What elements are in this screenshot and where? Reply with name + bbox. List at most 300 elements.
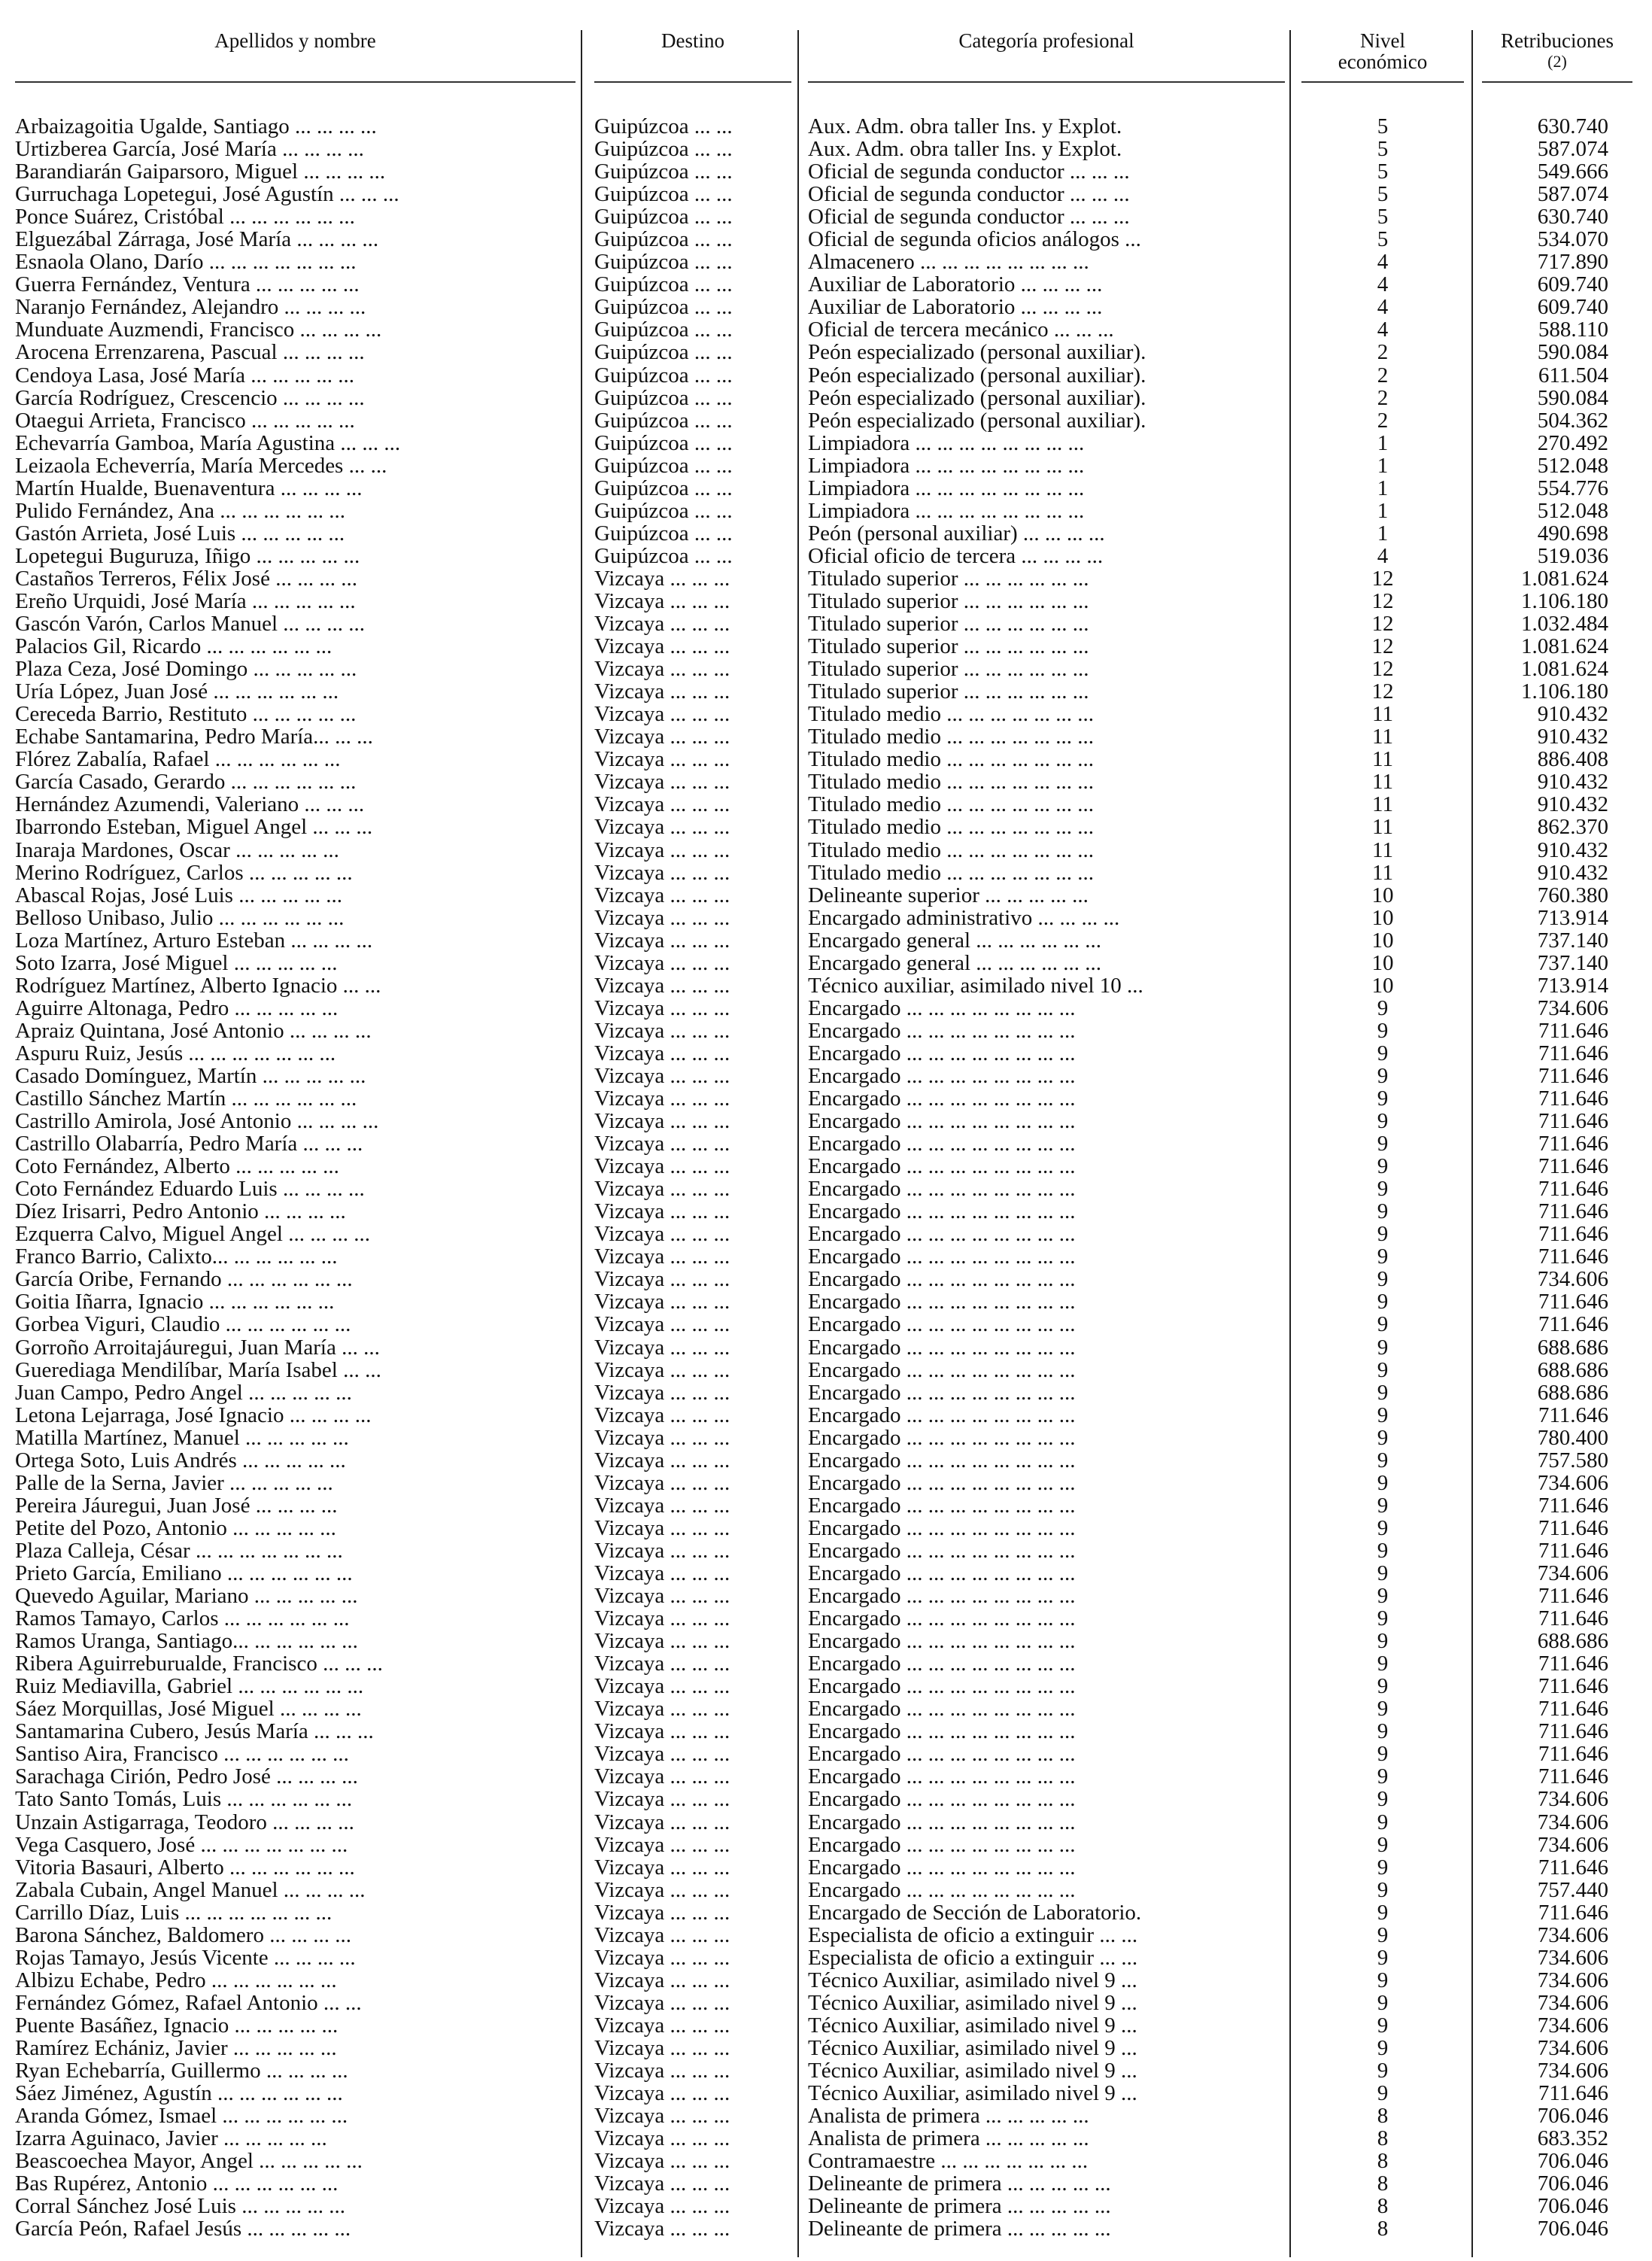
cell-name: Bas Rupérez, Antonio ... ... ... ... ... ... — [15, 2172, 339, 2196]
table-row — [0, 1517, 1652, 1539]
cell-name: Aranda Gómez, Ismael ... ... ... ... ... ... — [15, 2104, 348, 2128]
cell-destino: Vizcaya ... ... ... — [594, 1223, 730, 1246]
cell-destino: Vizcaya ... ... ... — [594, 2104, 730, 2128]
table-row — [0, 545, 1652, 567]
cell-retribuciones: 609.740 — [1537, 296, 1608, 319]
cell-destino: Vizcaya ... ... ... — [594, 1019, 730, 1042]
cell-retribuciones: 588.110 — [1538, 318, 1608, 342]
cell-name: Ezquerra Calvo, Miguel Angel ... ... ... ... — [15, 1223, 370, 1246]
cell-retribuciones: 734.606 — [1537, 1788, 1608, 1811]
cell-name: Arocena Errenzarena, Pascual ... ... ... ... — [15, 341, 365, 364]
cell-destino: Vizcaya ... ... ... — [594, 703, 730, 726]
cell-destino: Vizcaya ... ... ... — [594, 770, 730, 794]
cell-categoria: Titulado medio ... ... ... ... ... ... ... — [808, 703, 1094, 726]
cell-nivel: 9 — [1377, 1810, 1389, 1834]
cell-categoria: Delineante superior ... ... ... ... ... — [808, 883, 1089, 907]
cell-name: Guerediaga Mendilíbar, María Isabel ... ... — [15, 1358, 381, 1381]
cell-destino: Vizcaya ... ... ... — [594, 2036, 730, 2059]
cell-name: Fernández Gómez, Rafael Antonio ... ... — [15, 1991, 362, 2014]
cell-destino: Vizcaya ... ... ... — [594, 748, 730, 771]
table-row — [0, 477, 1652, 500]
table-row — [0, 567, 1652, 590]
cell-retribuciones: 706.046 — [1537, 2104, 1608, 2128]
cell-retribuciones: 734.606 — [1537, 1968, 1608, 1992]
table-row — [0, 1110, 1652, 1132]
cell-nivel: 1 — [1377, 431, 1389, 454]
cell-retribuciones: 512.048 — [1537, 454, 1608, 477]
cell-nivel: 4 — [1377, 544, 1389, 567]
cell-retribuciones: 711.646 — [1538, 1585, 1608, 1608]
cell-name: García Rodríguez, Crescencio ... ... ... ... — [15, 386, 365, 409]
cell-destino: Vizcaya ... ... ... — [594, 1697, 730, 1721]
cell-name: Gastón Arrieta, José Luis ... ... ... ... ... — [15, 521, 345, 545]
cell-name: Elguezábal Zárraga, José María ... ... ... ... — [15, 228, 379, 251]
cell-nivel: 9 — [1377, 1833, 1389, 1856]
cell-name: Abascal Rojas, José Luis ... ... ... ... ... — [15, 883, 342, 907]
cell-nivel: 12 — [1371, 680, 1394, 704]
cell-name: Prieto García, Emiliano ... ... ... ... ... ... — [15, 1562, 353, 1585]
cell-categoria: Encargado ... ... ... ... ... ... ... ... — [808, 1245, 1076, 1269]
cell-name: Ramos Uranga, Santiago... ... ... ... ... ... — [15, 1630, 358, 1653]
cell-retribuciones: 706.046 — [1537, 2150, 1608, 2173]
cell-nivel: 11 — [1372, 793, 1393, 816]
cell-categoria: Encargado ... ... ... ... ... ... ... ... — [808, 1178, 1076, 1201]
cell-nivel: 5 — [1377, 115, 1389, 138]
cell-name: Santamarina Cubero, Jesús María ... ... ... — [15, 1720, 374, 1743]
cell-name: Beascoechea Mayor, Angel ... ... ... ... ... — [15, 2150, 363, 2173]
cell-retribuciones: 910.432 — [1537, 838, 1608, 862]
cell-destino: Vizcaya ... ... ... — [594, 1494, 730, 1517]
cell-retribuciones: 910.432 — [1537, 793, 1608, 816]
cell-categoria: Titulado medio ... ... ... ... ... ... ... — [808, 861, 1094, 884]
cell-name: Aguirre Altonaga, Pedro ... ... ... ... ... — [15, 996, 339, 1020]
cell-nivel: 9 — [1377, 1313, 1389, 1336]
cell-retribuciones: 590.084 — [1537, 386, 1608, 409]
cell-name: Barona Sánchez, Baldomero ... ... ... ... — [15, 1923, 351, 1946]
table-row — [0, 1427, 1652, 1449]
table-row — [0, 296, 1652, 318]
cell-retribuciones: 711.646 — [1538, 1516, 1608, 1539]
cell-retribuciones: 609.740 — [1537, 273, 1608, 296]
cell-name: Gorbea Viguri, Claudio ... ... ... ... ... ... — [15, 1313, 351, 1336]
cell-nivel: 9 — [1377, 1290, 1389, 1314]
cell-destino: Vizcaya ... ... ... — [594, 928, 730, 952]
cell-categoria: Titulado superior ... ... ... ... ... ... — [808, 658, 1089, 681]
table-row — [0, 409, 1652, 432]
cell-destino: Guipúzcoa ... ... — [594, 363, 733, 387]
cell-destino: Guipúzcoa ... ... — [594, 409, 733, 432]
table-row — [0, 1065, 1652, 1087]
cell-name: Tato Santo Tomás, Luis ... ... ... ... ... ... — [15, 1788, 353, 1811]
cell-retribuciones: 757.580 — [1537, 1448, 1608, 1472]
cell-retribuciones: 711.646 — [1538, 1041, 1608, 1065]
cell-destino: Guipúzcoa ... ... — [594, 318, 733, 342]
cell-retribuciones: 711.646 — [1538, 1901, 1608, 1924]
cell-name: Ramos Tamayo, Carlos ... ... ... ... ... ... — [15, 1607, 350, 1630]
cell-destino: Vizcaya ... ... ... — [594, 1562, 730, 1585]
cell-retribuciones: 734.606 — [1537, 1268, 1608, 1291]
table-row — [0, 454, 1652, 477]
table-row — [0, 251, 1652, 273]
cell-nivel: 4 — [1377, 273, 1389, 296]
cell-destino: Vizcaya ... ... ... — [594, 1539, 730, 1562]
cell-name: García Casado, Gerardo ... ... ... ... ... ... — [15, 770, 357, 794]
cell-name: Palle de la Serna, Javier ... ... ... ... ... — [15, 1471, 333, 1494]
cell-retribuciones: 554.776 — [1537, 476, 1608, 500]
table-row — [0, 318, 1652, 341]
cell-nivel: 8 — [1377, 2195, 1389, 2218]
cell-categoria: Titulado superior ... ... ... ... ... ... — [808, 589, 1089, 612]
cell-destino: Guipúzcoa ... ... — [594, 454, 733, 477]
cell-name: Hernández Azumendi, Valeriano ... ... ... — [15, 793, 365, 816]
cell-categoria: Titulado superior ... ... ... ... ... ... — [808, 612, 1089, 636]
table-row — [0, 1223, 1652, 1245]
cell-nivel: 11 — [1372, 748, 1393, 771]
table-row — [0, 703, 1652, 725]
header-rule-destino — [594, 81, 791, 83]
cell-name: Franco Barrio, Calixto... ... ... ... ... ... — [15, 1245, 338, 1269]
cell-destino: Guipúzcoa ... ... — [594, 115, 733, 138]
table-row — [0, 1901, 1652, 1924]
cell-name: Quevedo Aguilar, Mariano ... ... ... ... ... — [15, 1585, 358, 1608]
table-row — [0, 1562, 1652, 1585]
cell-nivel: 9 — [1377, 996, 1389, 1020]
cell-nivel: 9 — [1377, 1855, 1389, 1879]
cell-categoria: Encargado ... ... ... ... ... ... ... ... — [808, 1132, 1076, 1156]
cell-destino: Vizcaya ... ... ... — [594, 1878, 730, 1901]
cell-categoria: Encargado ... ... ... ... ... ... ... ... — [808, 1358, 1076, 1381]
table-row — [0, 839, 1652, 862]
cell-nivel: 9 — [1377, 1178, 1389, 1201]
cell-name: Apraiz Quintana, José Antonio ... ... ... ... — [15, 1019, 372, 1042]
table-row — [0, 1245, 1652, 1268]
cell-retribuciones: 711.646 — [1538, 1087, 1608, 1111]
cell-nivel: 10 — [1371, 906, 1394, 929]
cell-retribuciones: 519.036 — [1537, 544, 1608, 567]
table-row — [0, 2150, 1652, 2172]
cell-retribuciones: 760.380 — [1537, 883, 1608, 907]
cell-name: Inaraja Mardones, Oscar ... ... ... ... ... — [15, 838, 339, 862]
cell-retribuciones: 711.646 — [1538, 1494, 1608, 1517]
cell-name: Castrillo Amirola, José Antonio ... ... ... ... — [15, 1110, 379, 1133]
table-row — [0, 1290, 1652, 1313]
cell-name: Echevarría Gamboa, María Agustina ... ... ... — [15, 431, 401, 454]
cell-name: Gascón Varón, Carlos Manuel ... ... ... ... — [15, 612, 366, 636]
cell-categoria: Titulado medio ... ... ... ... ... ... ... — [808, 793, 1094, 816]
cell-nivel: 2 — [1377, 363, 1389, 387]
cell-categoria: Encargado ... ... ... ... ... ... ... ... — [808, 1336, 1076, 1359]
cell-destino: Guipúzcoa ... ... — [594, 499, 733, 522]
cell-categoria: Encargado ... ... ... ... ... ... ... ... — [808, 1110, 1076, 1133]
cell-retribuciones: 910.432 — [1537, 703, 1608, 726]
cell-nivel: 8 — [1377, 2127, 1389, 2150]
cell-destino: Vizcaya ... ... ... — [594, 1358, 730, 1381]
cell-destino: Vizcaya ... ... ... — [594, 658, 730, 681]
cell-nivel: 9 — [1377, 2013, 1389, 2037]
cell-nivel: 8 — [1377, 2172, 1389, 2196]
cell-categoria: Encargado ... ... ... ... ... ... ... ... — [808, 1539, 1076, 1562]
cell-nivel: 9 — [1377, 1968, 1389, 1992]
cell-retribuciones: 706.046 — [1537, 2195, 1608, 2218]
cell-name: Petite del Pozo, Antonio ... ... ... ... ... — [15, 1516, 336, 1539]
header-retrib-line2: (2) — [1547, 52, 1567, 71]
table-row — [0, 115, 1652, 138]
cell-destino: Vizcaya ... ... ... — [594, 1426, 730, 1449]
cell-nivel: 9 — [1377, 1743, 1389, 1766]
cell-name: Pereira Jáuregui, Juan José ... ... ... ... — [15, 1494, 338, 1517]
cell-categoria: Peón especializado (personal auxiliar). — [808, 363, 1146, 387]
cell-nivel: 11 — [1372, 770, 1393, 794]
table-row — [0, 2037, 1652, 2059]
cell-name: Otaegui Arrieta, Francisco ... ... ... ... ... — [15, 409, 355, 432]
cell-destino: Vizcaya ... ... ... — [594, 2127, 730, 2150]
cell-nivel: 11 — [1372, 816, 1393, 839]
cell-categoria: Encargado ... ... ... ... ... ... ... ... — [808, 1155, 1076, 1178]
header-nivel-line2: económico — [1338, 50, 1428, 73]
table-row — [0, 228, 1652, 251]
cell-retribuciones: 711.646 — [1538, 1539, 1608, 1562]
cell-retribuciones: 711.646 — [1538, 1200, 1608, 1223]
cell-name: Letona Lejarraga, José Ignacio ... ... ... ... — [15, 1403, 372, 1427]
cell-categoria: Encargado ... ... ... ... ... ... ... ... — [808, 1585, 1076, 1608]
cell-name: Leizaola Echeverría, María Mercedes ... ... — [15, 454, 387, 477]
cell-retribuciones: 711.646 — [1538, 1607, 1608, 1630]
cell-nivel: 9 — [1377, 1585, 1389, 1608]
table-row — [0, 387, 1652, 409]
table-row — [0, 500, 1652, 522]
cell-name: Cereceda Barrio, Restituto ... ... ... ... ... — [15, 703, 357, 726]
table-row — [0, 2127, 1652, 2150]
cell-name: Martín Hualde, Buenaventura ... ... ... ... — [15, 476, 363, 500]
cell-name: Casado Domínguez, Martín ... ... ... ... ... — [15, 1064, 366, 1087]
cell-destino: Vizcaya ... ... ... — [594, 1132, 730, 1156]
cell-name: Pulido Fernández, Ana ... ... ... ... ... ... — [15, 499, 345, 522]
header-name: Apellidos y nombre — [214, 29, 376, 52]
cell-categoria: Encargado ... ... ... ... ... ... ... ... — [808, 1313, 1076, 1336]
cell-retribuciones: 711.646 — [1538, 1720, 1608, 1743]
cell-destino: Vizcaya ... ... ... — [594, 1901, 730, 1924]
cell-destino: Vizcaya ... ... ... — [594, 2013, 730, 2037]
cell-destino: Guipúzcoa ... ... — [594, 160, 733, 184]
cell-nivel: 11 — [1372, 838, 1393, 862]
cell-destino: Vizcaya ... ... ... — [594, 1336, 730, 1359]
cell-nivel: 9 — [1377, 1223, 1389, 1246]
cell-categoria: Titulado medio ... ... ... ... ... ... ... — [808, 770, 1094, 794]
table-row — [0, 341, 1652, 363]
cell-retribuciones: 711.646 — [1538, 1697, 1608, 1721]
cell-name: Esnaola Olano, Darío ... ... ... ... ... ... ... — [15, 251, 357, 274]
table-row — [0, 183, 1652, 205]
cell-nivel: 10 — [1371, 928, 1394, 952]
header-retribuciones — [1482, 30, 1632, 72]
cell-categoria: Técnico Auxiliar, asimilado nivel 9 ... — [808, 2059, 1137, 2083]
cell-destino: Guipúzcoa ... ... — [594, 431, 733, 454]
cell-nivel: 12 — [1371, 589, 1394, 612]
cell-retribuciones: 711.646 — [1538, 1132, 1608, 1156]
cell-destino: Vizcaya ... ... ... — [594, 2082, 730, 2105]
cell-name: Rodríguez Martínez, Alberto Ignacio ... ... — [15, 974, 381, 997]
header-nivel-line1: Nivel — [1360, 29, 1405, 52]
cell-retribuciones: 737.140 — [1537, 951, 1608, 974]
table-row — [0, 1924, 1652, 1946]
cell-nivel: 10 — [1371, 883, 1394, 907]
cell-categoria: Encargado ... ... ... ... ... ... ... ... — [808, 1426, 1076, 1449]
cell-retribuciones: 630.740 — [1537, 115, 1608, 138]
cell-destino: Vizcaya ... ... ... — [594, 1923, 730, 1946]
cell-name: Unzain Astigarraga, Teodoro ... ... ... ... — [15, 1810, 354, 1834]
cell-categoria: Encargado ... ... ... ... ... ... ... ... — [808, 1041, 1076, 1065]
cell-nivel: 9 — [1377, 1765, 1389, 1788]
cell-retribuciones: 734.606 — [1537, 1562, 1608, 1585]
cell-destino: Vizcaya ... ... ... — [594, 1991, 730, 2014]
cell-name: Sáez Jiménez, Agustín ... ... ... ... ... ... — [15, 2082, 343, 2105]
cell-retribuciones: 512.048 — [1537, 499, 1608, 522]
cell-categoria: Encargado ... ... ... ... ... ... ... ... — [808, 1403, 1076, 1427]
cell-nivel: 12 — [1371, 612, 1394, 636]
cell-nivel: 9 — [1377, 1946, 1389, 1969]
cell-categoria: Peón (personal auxiliar) ... ... ... ... — [808, 521, 1105, 545]
cell-destino: Vizcaya ... ... ... — [594, 861, 730, 884]
cell-nivel: 5 — [1377, 183, 1389, 206]
cell-destino: Guipúzcoa ... ... — [594, 205, 733, 229]
table-row — [0, 1946, 1652, 1969]
cell-categoria: Técnico Auxiliar, asimilado nivel 9 ... — [808, 2036, 1137, 2059]
cell-name: Palacios Gil, Ricardo ... ... ... ... ... ... — [15, 635, 333, 658]
cell-categoria: Encargado ... ... ... ... ... ... ... ... — [808, 1697, 1076, 1721]
cell-categoria: Peón especializado (personal auxiliar). — [808, 341, 1146, 364]
cell-retribuciones: 862.370 — [1537, 816, 1608, 839]
cell-destino: Vizcaya ... ... ... — [594, 1765, 730, 1788]
cell-destino: Vizcaya ... ... ... — [594, 1178, 730, 1201]
cell-nivel: 9 — [1377, 1562, 1389, 1585]
cell-name: Urtizberea García, José María ... ... ... ... — [15, 138, 364, 161]
cell-destino: Vizcaya ... ... ... — [594, 612, 730, 636]
cell-name: Ibarrondo Esteban, Miguel Angel ... ... ... — [15, 816, 373, 839]
cell-categoria: Encargado ... ... ... ... ... ... ... ... — [808, 1743, 1076, 1766]
cell-retribuciones: 688.686 — [1537, 1358, 1608, 1381]
cell-name: García Peón, Rafael Jesús ... ... ... ... ... — [15, 2217, 351, 2241]
cell-retribuciones: 711.646 — [1538, 1652, 1608, 1676]
table-row — [0, 138, 1652, 160]
cell-destino: Vizcaya ... ... ... — [594, 1471, 730, 1494]
cell-nivel: 1 — [1377, 521, 1389, 545]
cell-destino: Guipúzcoa ... ... — [594, 228, 733, 251]
cell-categoria: Encargado ... ... ... ... ... ... ... ... — [808, 1019, 1076, 1042]
table-row — [0, 1675, 1652, 1697]
cell-destino: Vizcaya ... ... ... — [594, 1810, 730, 1834]
cell-nivel: 9 — [1377, 1516, 1389, 1539]
cell-name: Juan Campo, Pedro Angel ... ... ... ... ... — [15, 1381, 352, 1404]
cell-categoria: Encargado ... ... ... ... ... ... ... ... — [808, 1087, 1076, 1111]
cell-categoria: Delineante de primera ... ... ... ... ... — [808, 2172, 1111, 2196]
cell-destino: Guipúzcoa ... ... — [594, 251, 733, 274]
cell-retribuciones: 711.646 — [1538, 2082, 1608, 2105]
table-row — [0, 816, 1652, 838]
cell-nivel: 9 — [1377, 1788, 1389, 1811]
cell-categoria: Técnico auxiliar, asimilado nivel 10 ... — [808, 974, 1143, 997]
cell-destino: Vizcaya ... ... ... — [594, 1381, 730, 1404]
table-row — [0, 1697, 1652, 1720]
cell-nivel: 9 — [1377, 1358, 1389, 1381]
header-rule-categoria — [808, 81, 1285, 83]
cell-nivel: 12 — [1371, 567, 1394, 590]
cell-destino: Vizcaya ... ... ... — [594, 906, 730, 929]
cell-categoria: Titulado superior ... ... ... ... ... ... — [808, 567, 1089, 590]
cell-retribuciones: 711.646 — [1538, 1765, 1608, 1788]
cell-name: Ramírez Echániz, Javier ... ... ... ... ... — [15, 2036, 337, 2059]
table-row — [0, 160, 1652, 183]
table-row — [0, 1178, 1652, 1200]
cell-name: Carrillo Díaz, Luis ... ... ... ... ... ... ... — [15, 1901, 333, 1924]
table-row — [0, 1811, 1652, 1834]
cell-categoria: Aux. Adm. obra taller Ins. y Explot. — [808, 138, 1122, 161]
cell-categoria: Contramaestre ... ... ... ... ... ... ... — [808, 2150, 1089, 2173]
table-row — [0, 1472, 1652, 1494]
cell-destino: Vizcaya ... ... ... — [594, 1200, 730, 1223]
cell-categoria: Encargado ... ... ... ... ... ... ... ... — [808, 1630, 1076, 1653]
cell-retribuciones: 683.352 — [1537, 2127, 1608, 2150]
cell-categoria: Encargado general ... ... ... ... ... ... — [808, 951, 1102, 974]
cell-name: Plaza Ceza, José Domingo ... ... ... ... ... — [15, 658, 357, 681]
cell-name: Belloso Unibaso, Julio ... ... ... ... ... ... — [15, 906, 345, 929]
cell-nivel: 11 — [1372, 703, 1393, 726]
cell-name: Munduate Auzmendi, Francisco ... ... ... ... — [15, 318, 382, 342]
cell-retribuciones: 630.740 — [1537, 205, 1608, 229]
cell-retribuciones: 734.606 — [1537, 2059, 1608, 2083]
cell-categoria: Oficial de tercera mecánico ... ... ... — [808, 318, 1114, 342]
cell-name: Castillo Sánchez Martín ... ... ... ... ... ... — [15, 1087, 357, 1111]
cell-categoria: Limpiadora ... ... ... ... ... ... ... ... — [808, 476, 1085, 500]
table-row — [0, 725, 1652, 748]
cell-name: Castaños Terreros, Félix José ... ... ... ... — [15, 567, 357, 590]
cell-nivel: 9 — [1377, 1132, 1389, 1156]
table-row — [0, 1856, 1652, 1879]
table-row — [0, 748, 1652, 770]
cell-nivel: 9 — [1377, 1155, 1389, 1178]
cell-destino: Vizcaya ... ... ... — [594, 1743, 730, 1766]
cell-retribuciones: 734.606 — [1537, 1471, 1608, 1494]
cell-categoria: Encargado ... ... ... ... ... ... ... ... — [808, 1720, 1076, 1743]
table-row — [0, 364, 1652, 387]
table-row — [0, 770, 1652, 793]
cell-categoria: Titulado superior ... ... ... ... ... ... — [808, 635, 1089, 658]
cell-destino: Vizcaya ... ... ... — [594, 1968, 730, 1992]
cell-retribuciones: 734.606 — [1537, 2036, 1608, 2059]
cell-categoria: Encargado ... ... ... ... ... ... ... ... — [808, 1788, 1076, 1811]
cell-categoria: Auxiliar de Laboratorio ... ... ... ... — [808, 296, 1103, 319]
cell-retribuciones: 910.432 — [1537, 861, 1608, 884]
cell-name: Ponce Suárez, Cristóbal ... ... ... ... ... ... — [15, 205, 355, 229]
table-row — [0, 2195, 1652, 2217]
cell-categoria: Oficial de segunda conductor ... ... ... — [808, 183, 1130, 206]
cell-categoria: Encargado general ... ... ... ... ... ... — [808, 928, 1102, 952]
cell-retribuciones: 734.606 — [1537, 1946, 1608, 1969]
cell-nivel: 1 — [1377, 499, 1389, 522]
cell-name: García Oribe, Fernando ... ... ... ... ... ... — [15, 1268, 353, 1291]
cell-nivel: 11 — [1372, 861, 1393, 884]
cell-nivel: 9 — [1377, 1471, 1389, 1494]
cell-destino: Vizcaya ... ... ... — [594, 1064, 730, 1087]
cell-destino: Guipúzcoa ... ... — [594, 296, 733, 319]
cell-nivel: 10 — [1371, 951, 1394, 974]
cell-categoria: Titulado medio ... ... ... ... ... ... ... — [808, 816, 1094, 839]
cell-destino: Vizcaya ... ... ... — [594, 1087, 730, 1111]
header-destino: Destino — [661, 29, 724, 52]
cell-retribuciones: 910.432 — [1537, 770, 1608, 794]
table-row — [0, 1788, 1652, 1810]
cell-retribuciones: 711.646 — [1538, 1403, 1608, 1427]
cell-destino: Vizcaya ... ... ... — [594, 1403, 730, 1427]
